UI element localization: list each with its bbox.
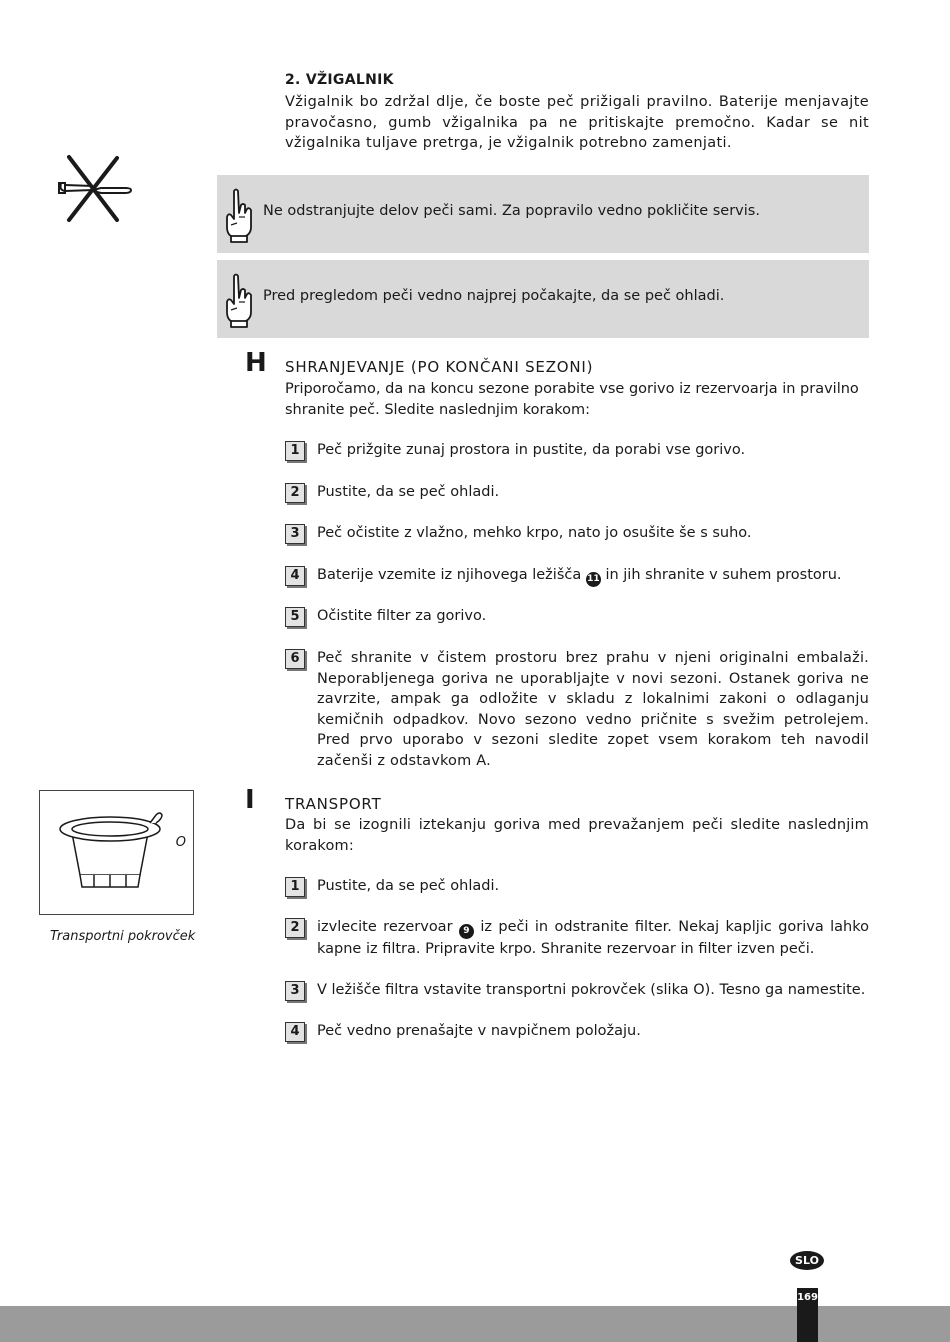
section-letter-i: I: [245, 785, 255, 815]
step-text-before: izvlecite rezervoar: [317, 919, 453, 935]
figure-caption: Transportni pokrovček: [50, 929, 196, 944]
step-number: 2: [285, 483, 305, 503]
step-text: Očistite filter za gorivo.: [317, 608, 487, 624]
figure-label: O: [175, 835, 186, 850]
step-text: Peč prižgite zunaj prostora in pustite, da porabi vse gorivo.: [317, 442, 746, 458]
transport-cap-figure: [39, 790, 194, 915]
section-i-intro: Da bi se izognili iztekanju goriva med prevažanjem peči sledite naslednjim korakom:: [285, 817, 869, 854]
step-number: 1: [285, 441, 305, 461]
ignition-body: Vžigalnik bo zdržal dlje, če boste peč prižigali pravilno. Baterije menjavajte pravočasno, gumb vžigalnika pa ne pritiskajte premočno. Kadar se nit vžigalnika tuljave pretrga, je vžigalnik potrebno zamenjati.: [285, 94, 869, 151]
step-number: 4: [285, 566, 305, 586]
pointing-hand-icon: [223, 272, 255, 332]
ignition-heading: 2. VŽIGALNIK: [285, 72, 394, 88]
step-text: Peč shranite v čistem prostoru brez prahu v njeni originalni embalaži. Neporabljenega goriva ne uporabljajte v novi sezoni. Ostanek goriva ne zavrzite, ampak ga odložite v skladu z lokalnimi zakoni o odlaganju kemičnih odpadkov. Novo sezono vedno pričnite s svežim petrolejem. Pred prvo uporabo v sezoni sledite zopet vsem korakom teh navodil začenši z odstavkom A.: [317, 650, 869, 769]
part-reference-badge: 9: [459, 924, 474, 939]
note-box-2: [217, 260, 869, 338]
step-text: Peč vedno prenašajte v navpičnem položaju.: [317, 1023, 641, 1039]
section-i-heading: TRANSPORT: [285, 795, 382, 813]
step-number: 5: [285, 607, 305, 627]
note-text: Ne odstranjujte delov peči sami. Za popravilo vedno pokličite servis.: [263, 203, 760, 219]
note-box-1: [217, 175, 869, 253]
step-text: Pustite, da se peč ohladi.: [317, 484, 500, 500]
step-text: [317, 917, 869, 960]
pointing-hand-icon: [223, 187, 255, 247]
section-h-intro: Priporočamo, da na koncu sezone porabite vse gorivo iz rezervoarja in pravilno shranite peč. Sledite naslednjim korakom:: [285, 381, 859, 418]
step-number: 1: [285, 877, 305, 897]
part-reference-badge: 11: [586, 572, 601, 587]
step-text-before: Baterije vzemite iz njihovega ležišča: [317, 567, 582, 583]
transport-cap-icon: [58, 805, 168, 895]
step-number: 4: [285, 1022, 305, 1042]
step-number: 3: [285, 524, 305, 544]
section-h-heading: SHRANJEVANJE (PO KONČANI SEZONI): [285, 358, 594, 376]
step-text: V ležišče filtra vstavite transportni pokrovček (slika O). Tesno ga namestite.: [317, 982, 866, 998]
step-number: 6: [285, 649, 305, 669]
page-number: 169: [797, 1288, 818, 1342]
no-screwdriver-icon: [55, 152, 135, 227]
step-text-after: in jih shranite v suhem prostoru.: [605, 567, 842, 583]
note-text: Pred pregledom peči vedno najprej počakajte, da se peč ohladi.: [263, 288, 725, 304]
section-letter-h: H: [245, 348, 267, 378]
step-text: [317, 565, 869, 587]
step-text-after: iz peči in odstranite filter. Nekaj kapljic goriva lahko kapne iz filtra. Pripravite krpo. Shranite rezervoar in filter izven peči.: [317, 919, 870, 957]
step-number: 3: [285, 981, 305, 1001]
step-number: 2: [285, 918, 305, 938]
step-text: Pustite, da se peč ohladi.: [317, 878, 500, 894]
language-badge: SLO: [790, 1251, 824, 1270]
step-text: Peč očistite z vlažno, mehko krpo, nato jo osušite še s suho.: [317, 525, 752, 541]
